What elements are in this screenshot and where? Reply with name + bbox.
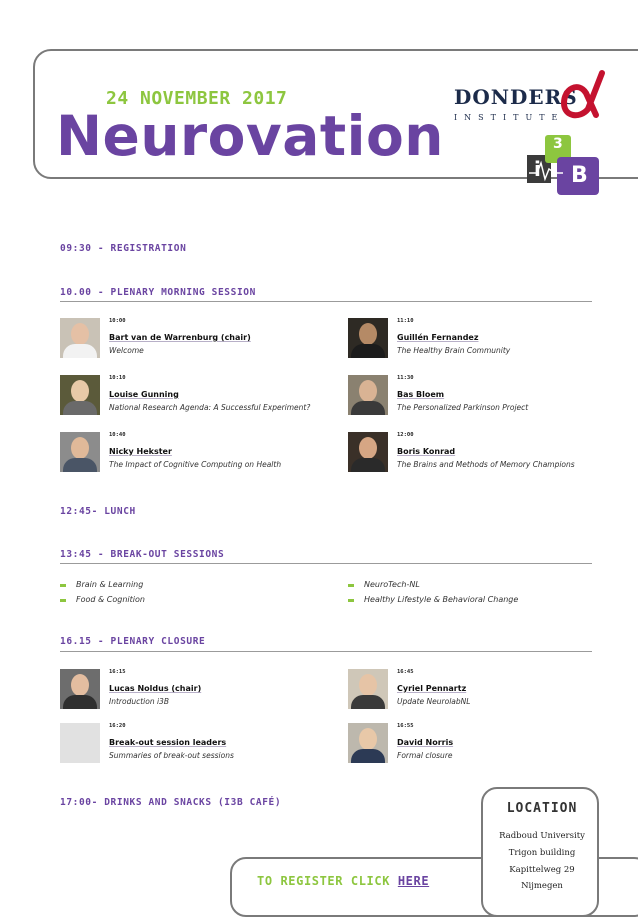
speaker-name[interactable]: Boris Konrad [397,447,456,456]
register-text: TO REGISTER CLICK [257,874,398,888]
talk-item [348,723,618,765]
speaker-photo [348,318,388,358]
talk-time: 11:10 [397,318,414,324]
speaker-photo [348,432,388,472]
donders-logo-sub: INSTITUTE [454,113,565,122]
talk-title: The Impact of Cognitive Computing on Health [109,460,282,469]
speaker-name[interactable]: Bas Bloem [397,390,445,399]
speaker-photo [348,375,388,415]
talk-time: 10:40 [109,432,126,438]
talk-title: Welcome [109,346,144,355]
speaker-name[interactable]: Guillén Fernandez [397,333,479,342]
talk-time: 10:00 [109,318,126,324]
talk-title: Introduction i3B [109,697,169,706]
i3b-logo-b: B [571,163,588,188]
talk-item [60,723,330,765]
breakout-item: NeuroTech-NL [348,580,420,589]
speaker-name[interactable]: Lucas Noldus (chair) [109,684,202,693]
talk-item [348,432,618,474]
talk-time: 16:15 [109,669,126,675]
morning-session-heading: 10.00 - PLENARY MORNING SESSION [60,287,256,298]
event-date: 24 NOVEMBER 2017 [106,88,288,109]
talk-time: 10:10 [109,375,126,381]
location-line: Kapittelweg 29 [509,865,575,875]
speaker-name[interactable]: David Norris [397,738,454,747]
talk-item [348,318,618,360]
talk-item [60,375,330,417]
talk-time: 16:45 [397,669,414,675]
register-cta [257,874,429,888]
speaker-photo-placeholder [60,723,100,763]
speaker-photo [348,723,388,763]
location-title: LOCATION [506,801,578,816]
breakout-item: Food & Cognition [60,595,145,604]
speaker-name[interactable]: Cyriel Pennartz [397,684,467,693]
talk-time: 16:55 [397,723,414,729]
donders-logo-name: DONDERS [454,85,578,109]
speaker-photo [60,375,100,415]
registration-heading: 09:30 - REGISTRATION [60,243,187,254]
location-line: Radboud University [499,831,585,841]
talk-item [348,669,618,711]
speaker-photo [60,318,100,358]
location-box [481,787,599,917]
lunch-heading: 12:45- LUNCH [60,506,136,517]
i3b-logo-3: 3 [553,136,563,152]
speaker-photo [348,669,388,709]
talk-title: The Healthy Brain Community [397,346,511,355]
page-title: Neurovation [56,104,444,168]
donders-institute-logo [454,65,609,125]
location-line: Nijmegen [521,881,563,891]
speaker-name[interactable]: Bart van de Warrenburg (chair) [109,333,251,342]
closure-heading: 16.15 - PLENARY CLOSURE [60,636,206,647]
breakout-heading: 13:45 - BREAK-OUT SESSIONS [60,549,225,560]
speaker-photo [60,432,100,472]
talk-time: 16:20 [109,723,126,729]
speaker-name[interactable]: Louise Gunning [109,390,179,399]
breakout-item: Brain & Learning [60,580,143,589]
talk-item [60,432,330,474]
breakout-item: Healthy Lifestyle & Behavioral Change [348,595,518,604]
talk-title: Summaries of break-out sessions [109,751,234,760]
talk-title: The Personalized Parkinson Project [397,403,529,412]
talk-time: 11:30 [397,375,414,381]
i3b-logo [527,133,599,195]
speaker-name[interactable]: Nicky Hekster [109,447,172,456]
divider [60,301,592,302]
speaker-photo [60,669,100,709]
talk-item [60,669,330,711]
talk-title: Update NeurolabNL [397,697,471,706]
speaker-name[interactable]: Break-out session leaders [109,738,227,747]
talk-time: 12:00 [397,432,414,438]
register-link[interactable]: HERE [397,874,430,888]
talk-item [348,375,618,417]
divider [60,563,592,564]
divider [60,651,592,652]
drinks-heading: 17:00- DRINKS AND SNACKS (I3B CAFÉ) [60,797,282,808]
talk-item [60,318,330,360]
location-line: Trigon building [508,848,576,858]
talk-title: The Brains and Methods of Memory Champions [397,460,575,469]
talk-title: Formal closure [397,751,453,760]
i3b-logo-i: i [534,157,541,181]
alpha-icon [558,67,608,123]
talk-title: National Research Agenda: A Successful Experiment? [109,403,311,412]
